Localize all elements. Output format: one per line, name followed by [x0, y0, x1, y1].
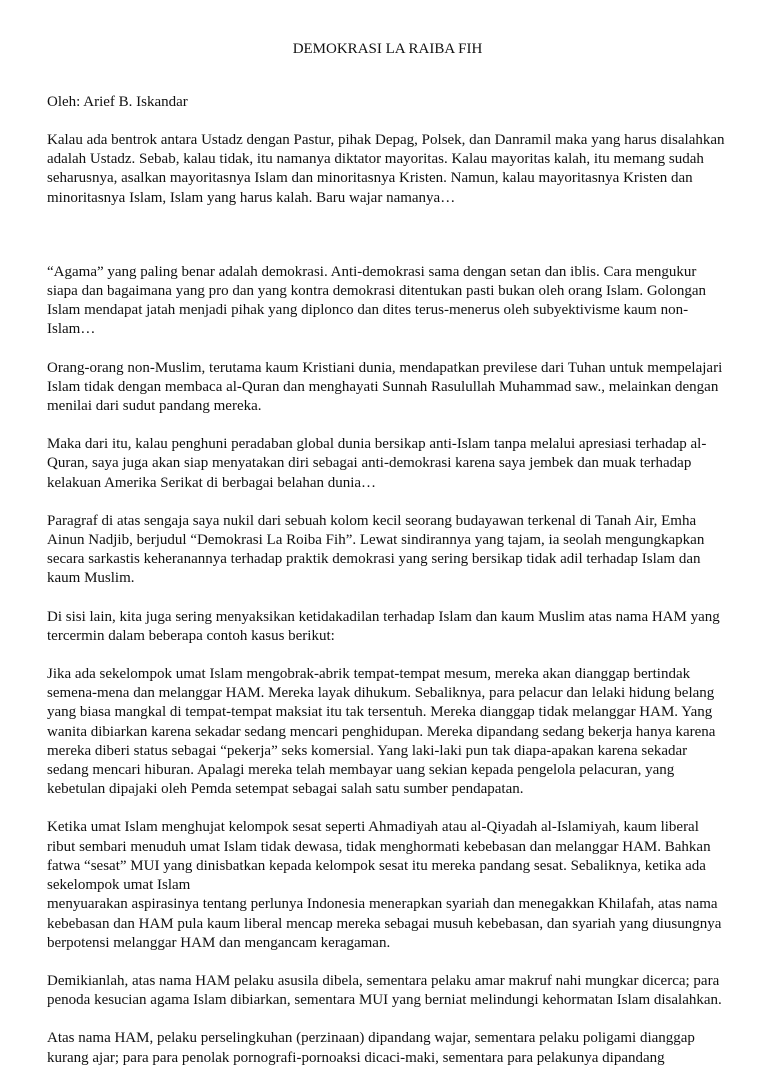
- paragraph-7: Jika ada sekelompok umat Islam mengobrak-abrik tempat-tempat mesum, mereka akan dianggap bertindak semena-mena dan melanggar HAM. Mereka layak dihukum. Sebaliknya, para pelacur dan lelaki hidung belang yang biasa mangkal di tempat-tempat maksiat itu tak tersentuh. Mereka dianggap tidak melanggar HAM. Yang wanita dibiarkan karena sekadar sedang mencari penghidupan. Mereka dipandang sedang bekerja hanya karena mereka diberi status sebagai “pekerja” seks komersial. Yang laki-laki pun tak diapa-apakan karena sekadar sedang mencari hiburan. Apalagi mereka telah membayar uang sekian kepada pengelola pelacuran, yang kebetulan dipajaki oleh Pemda setempat sebagai salah satu sumber pendapatan.: [47, 666, 716, 798]
- paragraph-8b: menyuarakan aspirasinya tentang perlunya Indonesia menerapkan syariah dan menegakkan Khilafah, atas nama kebebasan dan HAM pula kaum liberal mencap mereka sebagai musuh kebebasan, dan syariah yang diusungnya berpotensi melanggar HAM dan mengancam keragaman.: [47, 896, 722, 951]
- document-title: DEMOKRASI LA RAIBA FIH: [292, 41, 483, 57]
- document-author: Oleh: Arief B. Iskandar: [47, 94, 188, 110]
- paragraph-6: Di sisi lain, kita juga sering menyaksikan ketidakadilan terhadap Islam dan kaum Muslim atas nama HAM yang tercermin dalam beberapa contoh kasus berikut:: [47, 608, 720, 644]
- paragraph-10: Atas nama HAM, pelaku perselingkuhan (perzinaan) dipandang wajar, sementara pelaku poligami dianggap kurang ajar; para para penolak pornografi-pornoaksi dicaci-maki, sementara para pelakunya dipandang: [47, 1030, 695, 1066]
- paragraph-2: “Agama” yang paling benar adalah demokrasi. Anti-demokrasi sama dengan setan dan iblis. Cara mengukur siapa dan bagaimana yang pro dan yang kontra demokrasi ditentukan pasti bukan oleh orang Islam. Golongan Islam mendapat jatah menjadi pihak yang diplonco dan dites terus-menerus oleh subyektivisme kaum non-Islam…: [47, 263, 706, 338]
- paragraph-3: Orang-orang non-Muslim, terutama kaum Kristiani dunia, mendapatkan previlese dari Tuhan untuk mempelajari Islam tidak dengan membaca al-Quran dan menghayati Sunnah Rasulullah Muhammad saw., melainkan dengan menilai dari sudut pandang mereka.: [47, 359, 723, 415]
- paragraph-5: Paragraf di atas sengaja saya nukil dari sebuah kolom kecil seorang budayawan terkenal di Tanah Air, Emha Ainun Nadjib, berjudul “Demokrasi La Roiba Fih”. Lewat sindirannya yang tajam, ia seolah mengungkapkan secara sarkastis keheranannya terhadap praktik demokrasi yang sering bersikap tidak adil terhadap Islam dan kaum Muslim.: [47, 512, 705, 587]
- paragraph-8a: Ketika umat Islam menghujat kelompok sesat seperti Ahmadiyah atau al-Qiyadah al-Islamiyah, kaum liberal ribut sembari menuduh umat Islam tidak dewasa, tidak menghormati kebebasan dan melanggar HAM. Bahkan fatwa “sesat” MUI yang dinisbatkan kepada kelompok sesat itu mereka pandang sesat. Sebaliknya, ketika ada sekelompok umat Islam: [47, 819, 711, 894]
- paragraph-1: Kalau ada bentrok antara Ustadz dengan Pastur, pihak Depag, Polsek, dan Danramil maka yang harus disalahkan adalah Ustadz. Sebab, kalau tidak, itu namanya diktator mayoritas. Kalau mayoritas kalah, itu memang sudah seharusnya, asalkan mayoritasnya Islam dan minoritasnya Kristen. Namun, kalau mayoritasnya Kristen dan minoritasnya Islam, Islam yang harus kalah. Baru wajar namanya…: [47, 132, 725, 206]
- paragraph-9: Demikianlah, atas nama HAM pelaku asusila dibela, sementara pelaku amar makruf nahi mungkar dicerca; para penoda kesucian agama Islam dibiarkan, sementara MUI yang berniat melindungi kehormatan Islam disalahkan.: [47, 972, 722, 1009]
- paragraph-4: Maka dari itu, kalau penghuni peradaban global dunia bersikap anti-Islam tanpa melalui apresiasi terhadap al-Quran, saya juga akan siap menyatakan diri sebagai anti-demokrasi karena saya jembek dan muak terhadap kelakuan Amerika Serikat di berbagai belahan dunia…: [47, 436, 707, 491]
